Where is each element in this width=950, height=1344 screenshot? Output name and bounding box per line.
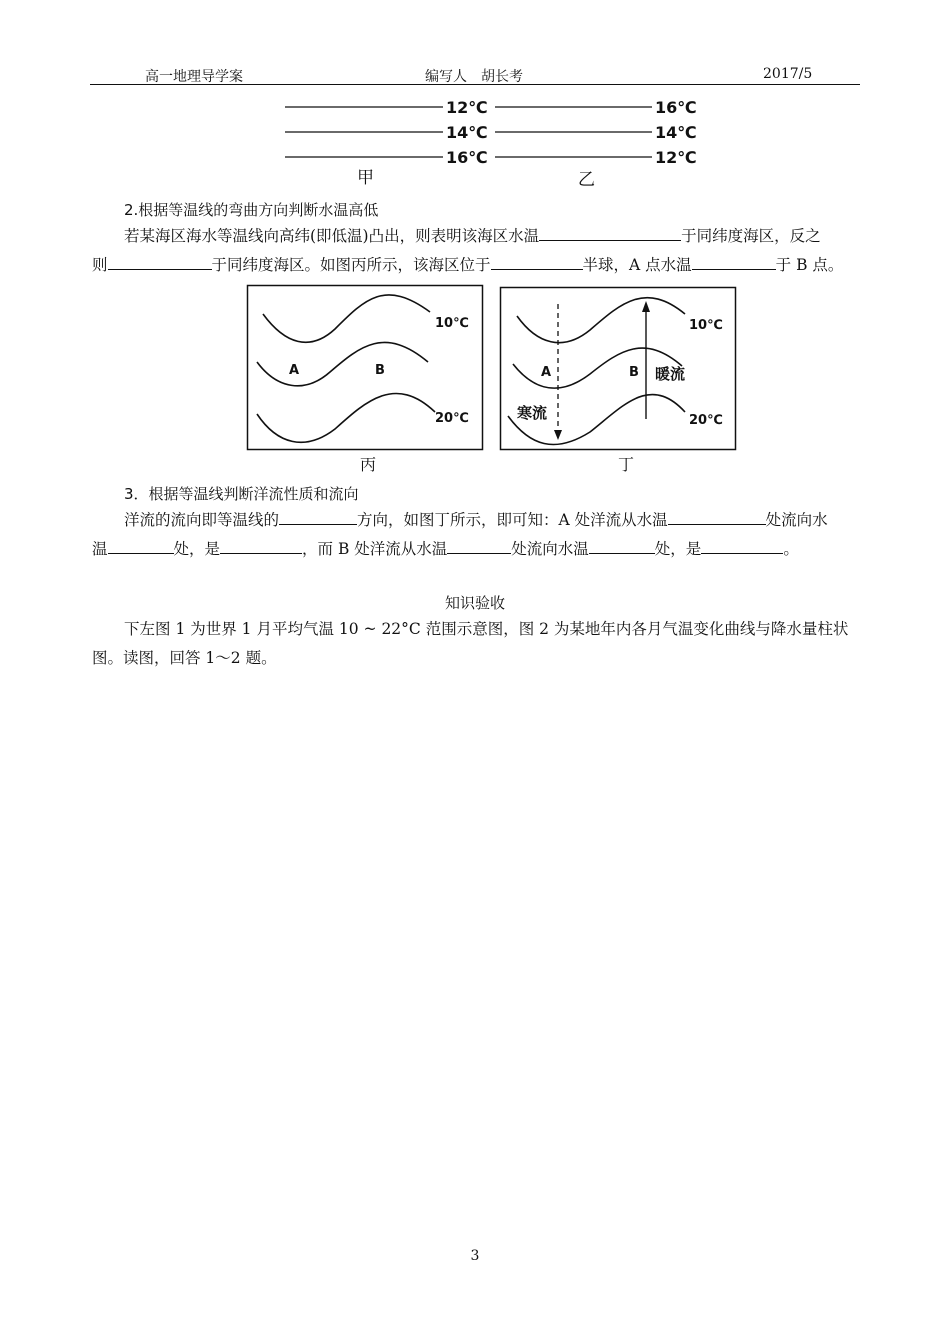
blank-s3-5[interactable] <box>447 536 511 554</box>
s3-text-4: 温 <box>92 540 108 558</box>
ding-warm-label: 暖流 <box>655 365 686 383</box>
cold-current-arrowhead <box>554 430 562 440</box>
blank-s3-3[interactable] <box>108 536 174 554</box>
bing-isotherm-20 <box>257 393 435 442</box>
s3-text-6: ，而 B 处洋流从水温 <box>302 540 448 558</box>
section3-paragraph-line2 <box>92 535 860 564</box>
bing-temp-top: 10℃ <box>435 316 469 331</box>
blank-s3-7[interactable] <box>701 536 783 554</box>
s3-text-5: 处，是 <box>173 540 221 558</box>
page-number: 3 <box>470 1248 480 1264</box>
s3-text-3: 处流向水 <box>765 511 828 529</box>
section3-heading: 3．根据等温线判断洋流性质和流向 <box>124 485 359 503</box>
quiz-intro <box>92 615 860 673</box>
blank-s3-2[interactable] <box>668 507 766 525</box>
blank-s2-3[interactable] <box>491 252 583 270</box>
bing-isotherm-10 <box>263 295 430 342</box>
quiz-title: 知识验收 <box>444 594 505 612</box>
s3-text-8: 处，是 <box>654 540 702 558</box>
section2-paragraph <box>92 222 860 251</box>
blank-s2-2[interactable] <box>108 252 212 270</box>
bing-point-a: A <box>289 363 300 378</box>
quiz-intro-text: 图 1 为世界 1 月平均气温 10 ~ 22°C 范围示意图，图 2 为某地年内各月气温变化曲线与降水量柱状图。读图，回答 1～2 题。 <box>92 620 849 667</box>
blank-s3-1[interactable] <box>279 507 357 525</box>
bing-temp-bottom: 20℃ <box>435 411 469 426</box>
quiz-intro-lead: 下左 <box>124 620 156 638</box>
blank-s3-6[interactable] <box>589 536 655 554</box>
s3-text-7: 处流向水温 <box>511 540 589 558</box>
jia-label-1: 12℃ <box>446 98 488 117</box>
isotherm-figure-bing-ding <box>245 284 741 478</box>
caption-yi: 乙 <box>578 170 595 190</box>
jia-label-2: 14℃ <box>446 123 488 142</box>
header-left: 高一地理导学案 <box>145 69 243 85</box>
yi-label-3: 12℃ <box>655 148 697 167</box>
s2-text-4: 于同纬度海区。如图丙所示，该海区位于 <box>211 256 491 274</box>
blank-s3-4[interactable] <box>220 536 302 554</box>
ding-temp-bottom: 20℃ <box>689 413 723 428</box>
caption-bing: 丙 <box>360 455 377 474</box>
ding-point-b: B <box>629 365 639 380</box>
section2-heading: 2.根据等温线的弯曲方向判断水温高低 <box>124 201 379 219</box>
s3-text-9: 。 <box>783 540 799 558</box>
header-right: 2017/5 <box>763 66 813 82</box>
yi-label-1: 16℃ <box>655 98 697 117</box>
s2-text-6: 于 B 点。 <box>775 256 844 274</box>
s2-text-1: 若某海区海水等温线向高纬(即低温)凸出，则表明该海区水温 <box>124 227 540 245</box>
ding-temp-top: 10℃ <box>689 318 723 333</box>
s3-text-2: 方向，如图丁所示，即可知：A 处洋流从水温 <box>357 511 668 529</box>
caption-ding: 丁 <box>618 455 635 474</box>
header-rule <box>90 84 860 85</box>
s2-text-3: 则 <box>92 256 108 274</box>
blank-s2-1[interactable] <box>539 223 681 241</box>
isotherm-figure-jia-yi <box>280 94 710 192</box>
s3-text-1: 洋流的流向即等温线的 <box>124 511 280 529</box>
header-center: 编写人 胡长考 <box>425 69 523 85</box>
caption-jia: 甲 <box>357 168 374 188</box>
warm-current-arrowhead <box>642 301 650 312</box>
s2-text-5: 半球，A 点水温 <box>582 256 692 274</box>
jia-label-3: 16℃ <box>446 148 488 167</box>
section2-paragraph-line2 <box>92 251 860 280</box>
ding-point-a: A <box>541 365 552 380</box>
ding-cold-label: 寒流 <box>517 404 548 422</box>
bing-isotherm-mid <box>257 342 428 385</box>
ding-isotherm-10 <box>517 298 685 343</box>
blank-s2-4[interactable] <box>692 252 776 270</box>
s2-text-2: 于同纬度海区，反之 <box>681 227 821 245</box>
bing-point-b: B <box>375 363 385 378</box>
section3-paragraph <box>92 506 860 535</box>
yi-label-2: 14℃ <box>655 123 697 142</box>
